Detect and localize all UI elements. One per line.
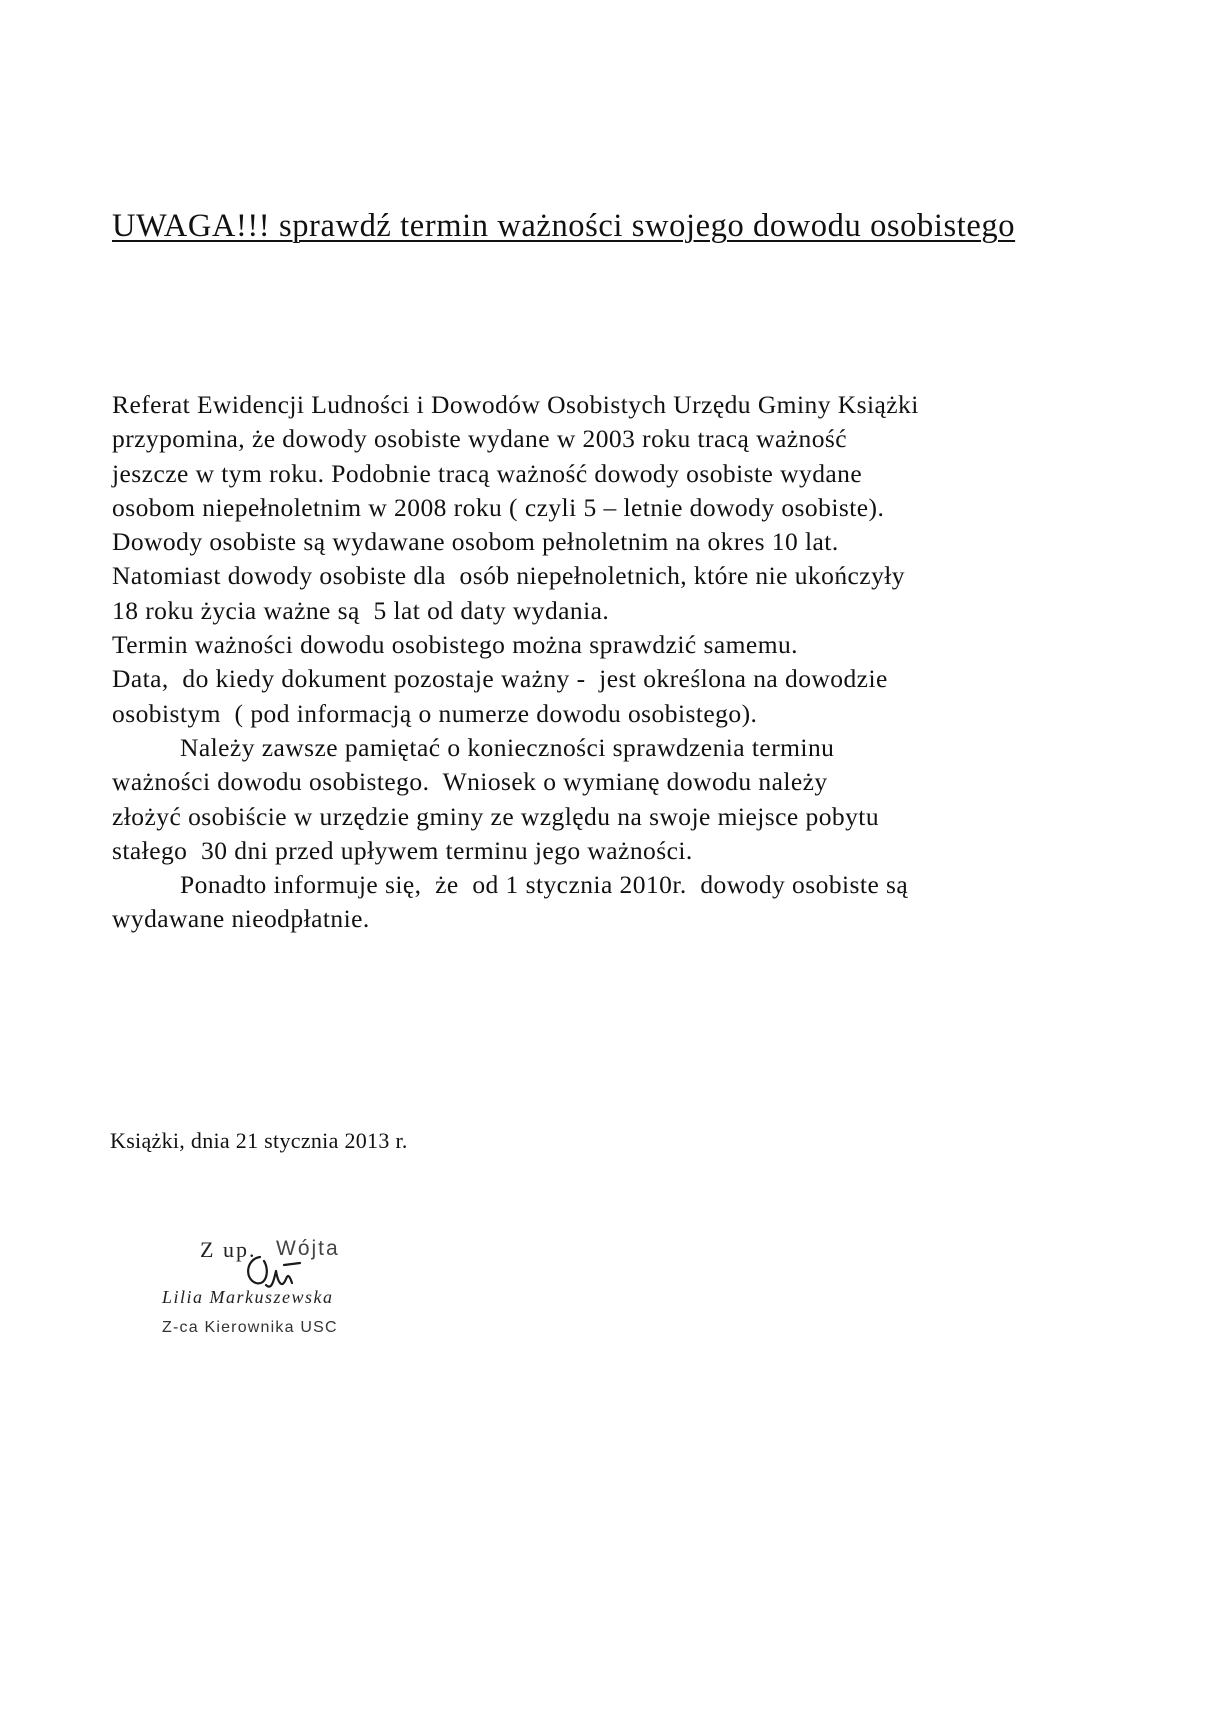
official-stamp [160,1237,420,1347]
body-line: Należy zawsze pamiętać o konieczności sprawdzenia terminu [180,732,835,762]
body-line: ważności dowodu osobistego. Wniosek o wymianę dowodu należy [112,767,828,797]
stamp-authority-prefix: Z up. [200,1237,257,1262]
body-line: Referat Ewidencji Ludności i Dowodów Osobistych Urzędu Gminy Książki [112,390,919,419]
body-line: Dowody osobiste są wydawane osobom pełnoletnim na okres 10 lat. [112,527,839,557]
body-line: Data, do kiedy dokument pozostaje ważny - jest określona na dowodzie [112,664,888,694]
stamp-signatory-role: Z-ca Kierownika USC [162,1319,338,1336]
notice-body [112,388,919,937]
body-line: Ponadto informuje się, że od 1 stycznia 2010r. dowody osobiste są [180,870,909,900]
body-line: osobom niepełnoletnim w 2008 roku ( czyli 5 – letnie dowody osobiste). [112,492,885,522]
body-line: jeszcze w tym roku. Podobnie tracą ważność dowody osobiste wydane [112,458,863,488]
body-line: przypomina, że dowody osobiste wydane w 2003 roku tracą ważność [112,424,848,454]
notice-title: UWAGA!!! sprawdź termin ważności swojego dowodu osobistego [112,208,1016,244]
body-line: stałego 30 dni przed upływem terminu jego ważności. [112,835,693,865]
body-line: osobistym ( pod informacją o numerze dowodu osobistego). [112,698,758,728]
stamp-authority-title: Wójta [276,1237,340,1260]
body-line: Termin ważności dowodu osobistego można sprawdzić samemu. [112,630,798,660]
body-line: Natomiast dowody osobiste dla osób niepełnoletnich, które nie ukończyły [112,561,906,591]
body-line: wydawane nieodpłatnie. [112,904,370,934]
stamp-signatory-name: Lilia Markuszewska [162,1287,334,1307]
body-line: 18 roku życia ważne są 5 lat od daty wydania. [112,595,610,625]
body-line: złożyć osobiście w urzędzie gminy ze względu na swoje miejsce pobytu [112,801,880,831]
date-line: Książki, dnia 21 stycznia 2013 r. [110,1128,408,1153]
